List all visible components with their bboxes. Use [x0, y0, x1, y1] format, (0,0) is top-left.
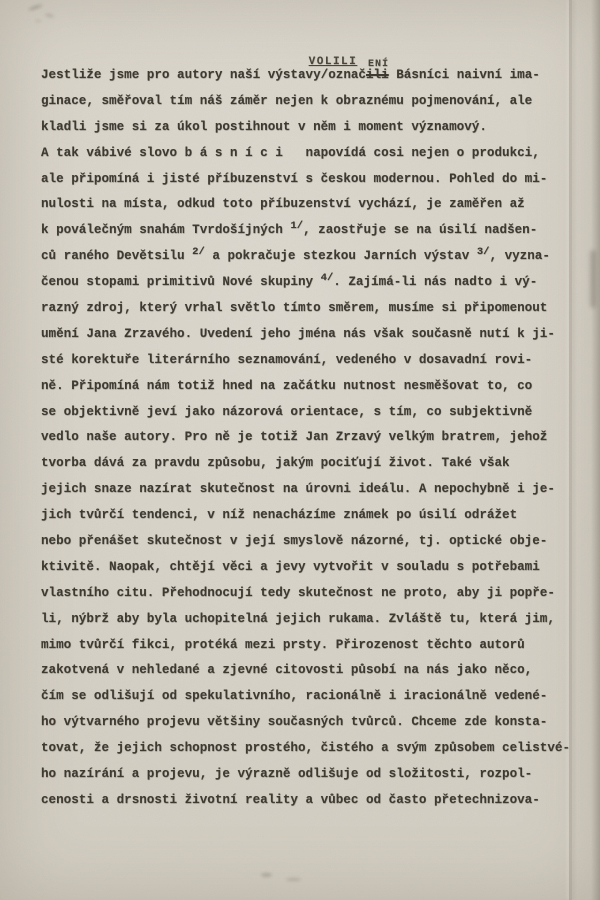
struck-text: ili [366, 68, 389, 82]
text-segment: zakotvená v nehledané a zjevné citovosti působí na nás jako něco, [41, 663, 533, 678]
text-line [41, 710, 574, 736]
text-segment: tovat, že jejich schopnost prostého, čistého a svým způsobem celistvé- [41, 741, 571, 756]
text-line [41, 218, 574, 244]
annotated-segment [366, 59, 390, 89]
text-segment: sté korektuře literárního seznamování, vedeného v dosavadní rovi- [41, 352, 533, 367]
footnote-marker: 1/ [290, 220, 304, 233]
text-segment: ale připomíná i jisté příbuzenství s českou modernou. Pohled do mi- [41, 171, 548, 186]
paper-fold-crease [569, 0, 572, 900]
text-segment: ktivitě. Naopak, chtějí věci a jevy vytvořit v souladu s potřebami [41, 559, 540, 574]
text-segment: vlastního citu. Přehodnocují tedy skutečnost ne proto, aby ji popře- [41, 585, 555, 600]
text-segment: se objektivně jeví jako názorová orientace, s tím, co subjektivně [41, 404, 533, 419]
text-segment: mimo tvůrčí fikci, protéká mezi prsty. Přirozenost těchto autorů [41, 637, 525, 652]
text-line [41, 503, 574, 529]
text-segment: / [320, 68, 329, 82]
text-segment: k poválečným snahám Tvrdošíjných [41, 223, 291, 238]
text-segment: jejich snaze nazírat skutečnost na úrovni ideálu. A nepochybně i je- [41, 482, 555, 497]
smudge-mark [590, 250, 596, 308]
text-segment: ho výtvarného projevu většiny současných tvůrců. Chceme zde konsta- [41, 715, 548, 730]
text-line [41, 684, 574, 710]
text-line [41, 788, 574, 814]
footnote-marker: 2/ [192, 246, 205, 259]
text-segment: označ [328, 68, 366, 82]
text-line [41, 244, 574, 270]
text-line [41, 322, 574, 348]
text-segment: ginace, směřoval tím náš záměr nejen k obraznému pojmenování, ale [41, 93, 533, 108]
page-edge-shadow [591, 0, 600, 900]
text-segment: . Zajímá-li nás nadto i vý- [333, 275, 538, 290]
text-segment: vedlo naše autory. Pro ně je totiž Jan Zrzavý velkým bratrem, jehož [41, 430, 548, 445]
text-line [41, 658, 574, 684]
text-line [41, 192, 574, 218]
text-line [41, 607, 574, 633]
text-line [41, 56, 574, 89]
text-segment: A tak vábivé slovo b á s n í c i napovídá cosi nejen o produkci, [41, 145, 540, 160]
typewritten-text [41, 56, 574, 814]
text-line [41, 633, 574, 659]
text-segment: Básníci naivní ima- [388, 68, 540, 82]
smudge-mark [286, 878, 301, 881]
text-line [41, 89, 574, 115]
text-segment: ců raného Devětsilu [41, 249, 193, 264]
text-segment: umění Jana Zrzavého. Uvedení jeho jména nás však současně nutí k ji- [41, 326, 555, 341]
text-line [41, 425, 574, 451]
text-segment: kladli jsme si za úkol postihnout v něm i moment významový. [41, 119, 487, 134]
footnote-marker: 3/ [476, 246, 490, 259]
text-segment: nebo přenášet skutečnost v její smyslově názorné, tj. optické obje- [41, 534, 548, 549]
text-segment: čenou stopami primitivů Nové skupiny [41, 275, 321, 290]
smudge-mark [35, 20, 41, 22]
text-line [41, 762, 574, 788]
correction-annotation: ENÍ [368, 59, 390, 70]
footnote-marker: 4/ [320, 272, 334, 285]
text-segment: razný zdroj, který vrhal světlo tímto směrem, musíme si připomenout [41, 301, 548, 316]
text-segment: tvorba dává za pravdu způsobu, jakým pociťují život. Také však [41, 456, 510, 471]
text-line [41, 581, 574, 607]
text-segment: ho nazírání a projevu, je výrazně odlišuje od složitosti, rozpol- [41, 767, 533, 782]
smudge-mark [28, 4, 43, 11]
text-segment: li, nýbrž aby byla uchopitelná jejich rukama. Zvláště tu, která jim, [41, 611, 555, 626]
text-segment: jich tvůrčí tendenci, v níž nenacházíme známek po úsilí odrážet [41, 508, 518, 523]
text-line [41, 374, 574, 400]
text-line [41, 141, 574, 167]
text-segment: čím se odlišují od spekulativního, racionálně i iracionálně vedené- [41, 689, 548, 704]
correction-annotation: VOLILI [308, 56, 358, 68]
text-line [41, 270, 574, 296]
smudge-mark [45, 13, 54, 18]
text-segment: cenosti a drsnosti životní reality a vůbec od často přetechnizova- [41, 792, 540, 807]
text-line [41, 348, 574, 374]
text-line [41, 736, 574, 762]
smudge-mark [261, 873, 272, 877]
text-segment: , zaostřuje se na úsilí nadšen- [303, 223, 538, 238]
text-line [41, 529, 574, 555]
text-segment: nulosti na místa, odkud toto příbuzenství vychází, je zaměřen až [41, 197, 525, 212]
text-segment: ně. Připomíná nám totiž hned na začátku nutnost nesměšovat to, co [41, 378, 533, 393]
text-segment: Jestliže jsme pro autory naší výstavy [41, 68, 321, 82]
text-segment: , vyzna- [489, 249, 550, 264]
text-line [41, 451, 574, 477]
text-line [41, 296, 574, 322]
text-segment: a pokračuje stezkou Jarních výstav [204, 249, 477, 264]
text-line [41, 400, 574, 426]
text-line [41, 477, 574, 503]
text-line [41, 115, 574, 141]
text-line [41, 167, 574, 193]
text-line [41, 555, 574, 581]
